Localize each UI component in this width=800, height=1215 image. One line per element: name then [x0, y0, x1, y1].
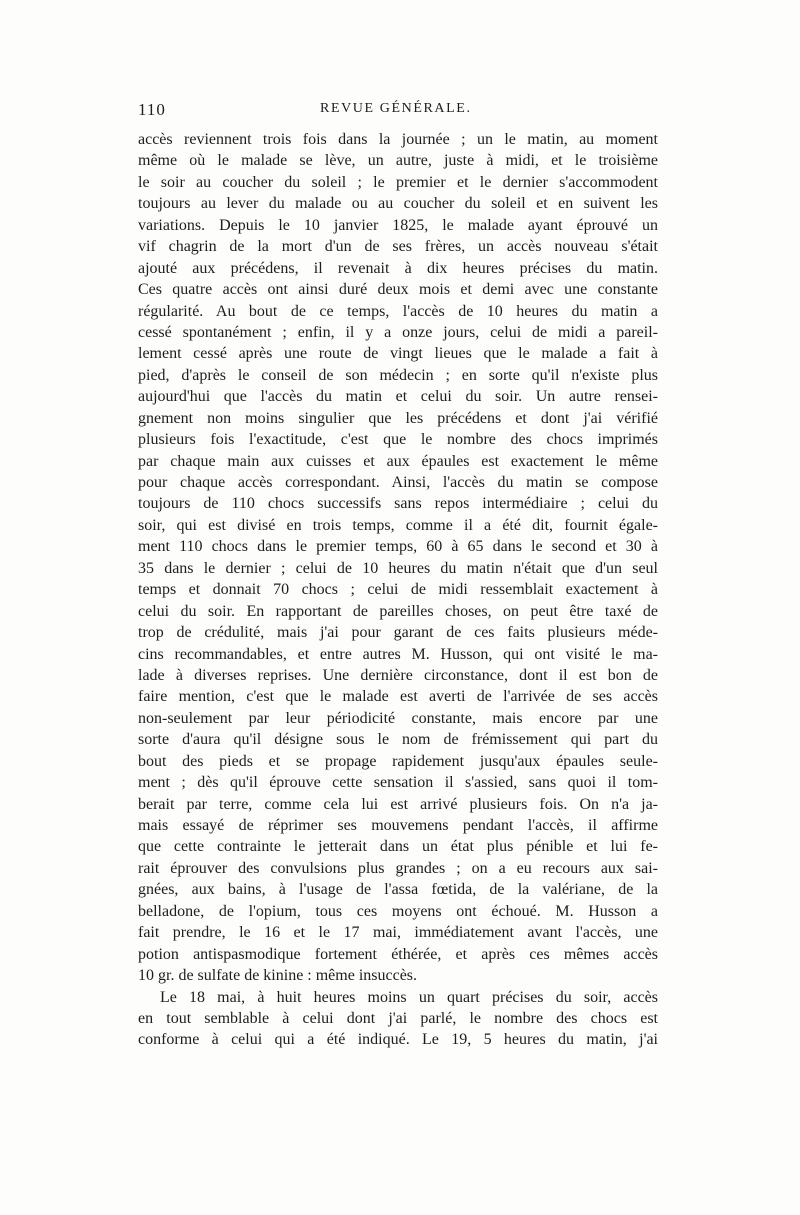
text-line: conforme à celui qui a été indiqué. Le 19, 5 heures du matin, j'ai [138, 1031, 658, 1049]
text-line: variations. Depuis le 10 janvier 1825, le malade ayant éprouvé un [138, 216, 658, 234]
text-line: gnées, aux bains, à l'usage de l'assa fœtida, de la valériane, de la [138, 881, 658, 899]
body-text [138, 129, 658, 1051]
journal-title: REVUE GÉNÉRALE. [320, 101, 472, 116]
text-line: mais essayé de réprimer ses mouvemens pendant l'accès, il affirme [138, 817, 658, 834]
text-line: lade à diverses reprises. Une dernière circonstance, dont il est bon de [138, 666, 658, 684]
text-line: trop de crédulité, mais j'ai pour garant de ces faits plusieurs méde- [138, 624, 658, 642]
text-line: cessé spontanément ; enfin, il y a onze jours, celui de midi a pareil- [138, 323, 658, 341]
text-line: pour chaque accès correspondant. Ainsi, l'accès du matin se compose [138, 474, 658, 491]
text-line: pied, d'après le conseil de son médecin ; en sorte qu'il n'existe plus [138, 366, 658, 384]
text-line: rait éprouver des convulsions plus grandes ; on a eu recours aux sai- [138, 859, 658, 877]
text-line: toujours au lever du malade ou au coucher du soleil et en suivent les [138, 195, 658, 213]
text-line: bout des pieds et se propage rapidement jusqu'aux épaules seule- [138, 752, 658, 770]
text-line: ajouté aux précédens, il revenait à dix heures précises du matin. [138, 259, 658, 277]
running-head [138, 100, 658, 120]
text-line: potion antispasmodique fortement éthérée, et après ces mêmes accès [138, 945, 658, 963]
text-line: Le 18 mai, à huit heures moins un quart précises du soir, accès [160, 988, 658, 1006]
text-line: ment 110 chocs dans le premier temps, 60 à 65 dans le second et 30 à [138, 538, 658, 556]
text-line: par chaque main aux cuisses et aux épaules est exactement le même [138, 452, 658, 470]
text-line: sorte d'aura qu'il désigne sous le nom de frémissement qui part du [138, 731, 658, 749]
text-line: même où le malade se lève, un autre, juste à midi, et le troisième [138, 152, 658, 170]
text-line: belladone, de l'opium, tous ces moyens ont échoué. M. Husson a [138, 902, 658, 920]
text-line: que cette contrainte le jetterait dans un état plus pénible et lui fe- [138, 838, 658, 856]
text-line: fait prendre, le 16 et le 17 mai, immédiatement avant l'accès, une [138, 924, 658, 942]
text-line: vif chagrin de la mort d'un de ses frères, un accès nouveau s'était [138, 238, 658, 256]
text-line: régularité. Au bout de ce temps, l'accès de 10 heures du matin a [138, 302, 658, 320]
text-line: lement cessé après une route de vingt lieues que le malade a fait à [138, 345, 658, 363]
text-line: accès reviennent trois fois dans la journée ; un le matin, au moment [138, 131, 658, 148]
text-line: berait par terre, comme cela lui est arrivé plusieurs fois. On n'a ja- [138, 795, 658, 813]
text-line: 10 gr. de sulfate de kinine : même insuccès. [138, 967, 418, 985]
text-line: ment ; dès qu'il éprouve cette sensation il s'assied, sans quoi il tom- [138, 774, 658, 792]
text-line: aujourd'hui que l'accès du matin et celui du soir. Un autre rensei- [138, 388, 658, 406]
text-line: non-seulement par leur périodicité constante, mais encore par une [138, 709, 658, 727]
text-line: Ces quatre accès ont ainsi duré deux mois et demi avec une constante [138, 281, 658, 299]
text-line: celui du soir. En rapportant de pareilles choses, on peut être taxé de [138, 602, 658, 620]
text-line: 35 dans le dernier ; celui de 10 heures du matin n'était que d'un seul [138, 559, 658, 577]
text-line: cins recommandables, et entre autres M. Husson, qui ont visité le ma- [138, 645, 658, 663]
page-number: 110 [138, 100, 166, 119]
text-line: gnement non moins singulier que les précédens et dont j'ai vérifié [138, 409, 658, 427]
text-line: le soir au coucher du soleil ; le premier et le dernier s'accommodent [138, 173, 658, 191]
text-line: faire mention, c'est que le malade est averti de l'arrivée de ses accès [138, 688, 658, 706]
text-line: plusieurs fois l'exactitude, c'est que le nombre des chocs imprimés [138, 431, 658, 449]
text-line: toujours de 110 chocs successifs sans repos intermédiaire ; celui du [138, 495, 658, 513]
text-line: soir, qui est divisé en trois temps, comme il a été dit, fournit égale- [138, 516, 658, 534]
text-line: en tout semblable à celui dont j'ai parlé, le nombre des chocs est [138, 1009, 658, 1027]
text-line: temps et donnait 70 chocs ; celui de midi ressemblait exactement à [138, 581, 658, 599]
